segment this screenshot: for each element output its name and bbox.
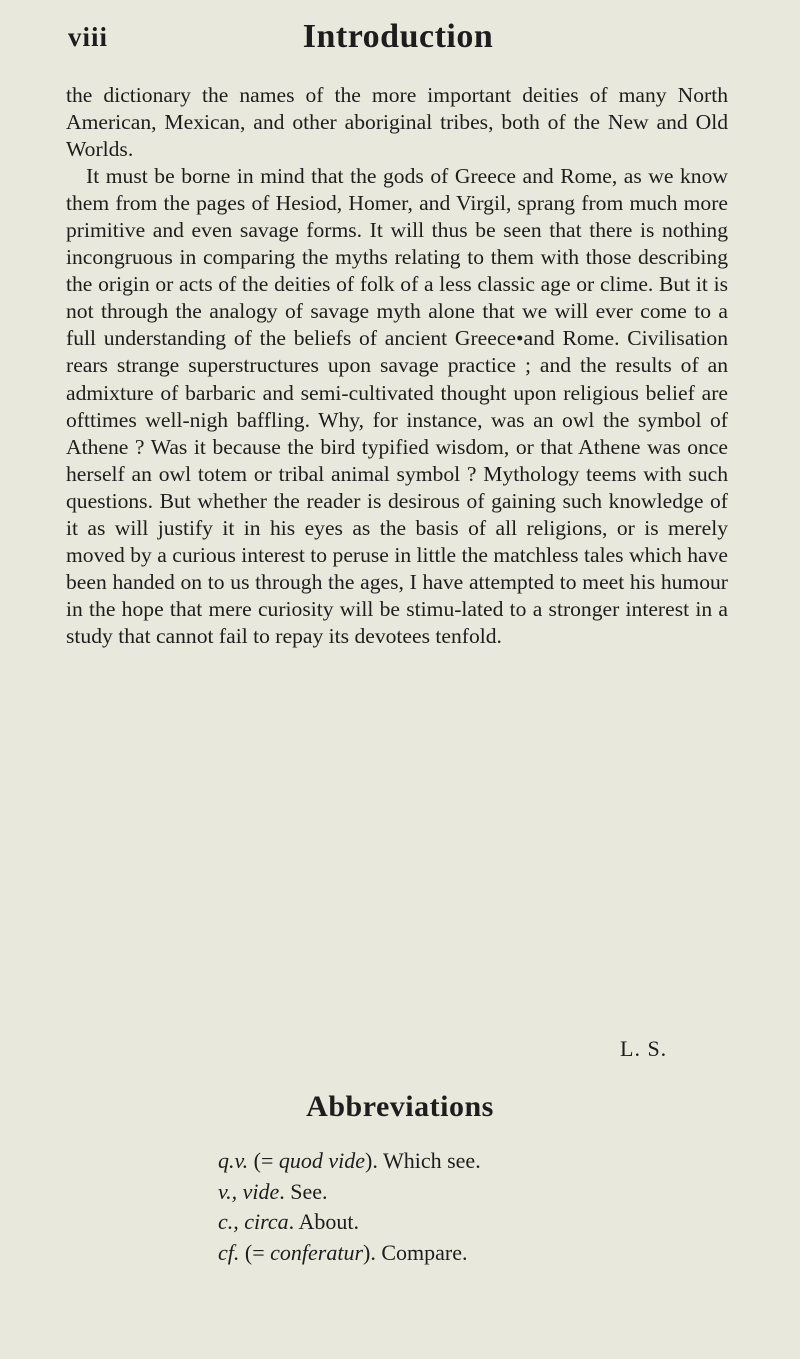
abbreviation-punct: ). [363,1239,382,1265]
paragraph: the dictionary the names of the more important deities of many North American, Mexican, and other aboriginal tribes, both of the New and Old Worlds. [66,83,728,162]
abbreviation-expansion: circa [244,1209,289,1234]
abbreviation-punct: (= [239,1239,271,1265]
author-initials: L. S. [620,1036,668,1061]
page-header [68,18,728,70]
abbreviation-punct: (= [248,1148,279,1173]
running-title: Introduction [302,18,494,55]
abbreviation-term: c., [218,1209,239,1234]
abbreviation-item [218,1207,678,1238]
abbreviation-punct: ). [365,1148,383,1173]
abbreviation-term: v., [218,1178,238,1204]
abbreviation-punct: . [279,1178,291,1204]
abbreviation-meaning: See. [290,1178,328,1204]
abbreviations-list [218,1146,678,1268]
body-text [66,82,728,650]
abbreviation-item [218,1177,678,1208]
abbreviation-expansion: vide [242,1178,280,1204]
abbreviation-meaning: About. [298,1209,359,1234]
abbreviation-meaning: Compare. [381,1239,468,1265]
abbreviation-term: q.v. [218,1148,249,1173]
abbreviation-meaning: Which see. [382,1148,481,1173]
abbreviation-item [218,1238,678,1269]
page-number: viii [68,22,109,52]
abbreviation-expansion: quod vide [278,1148,366,1173]
abbreviations-heading: Abbreviations [306,1090,494,1123]
abbreviation-item [218,1146,678,1177]
paragraph: It must be borne in mind that the gods of Greece and Rome, as we know them from the pages of Hesiod, Homer, and Virgil, sprang from much more primitive and even savage forms. It will thus be seen that there is nothing incongruous in comparing the myths relating to them with those describing the origin or acts of the deities of folk of a less classic age or clime. But it is not through the analogy of savage myth alone that we will ever come to a full understanding of the beliefs of ancient Greece•and Rome. Civilisation rears strange superstructures upon savage practice ; and the results of an admixture of barbaric and semi-cultivated thought upon religious belief are ofttimes well-nigh baffling. Why, for instance, was an owl the symbol of Athene ? Was it because the bird typified wisdom, or that Athene was once herself an owl totem or tribal animal symbol ? Mythology teems with such questions. But whether the reader is desirous of gaining such knowledge of it as will justify it in his eyes as the basis of all religions, or is merely moved by a curious interest to peruse in little the matchless tales which have been handed on to us through the ages, I have attempted to meet his humour in the hope that mere curiosity will be stimu-lated to a stronger interest in a study that cannot fail to repay its devotees tenfold. [66,164,728,648]
abbreviation-punct: . [288,1209,299,1234]
abbreviation-term: cf. [218,1239,240,1265]
abbreviation-expansion: conferatur [270,1239,364,1265]
